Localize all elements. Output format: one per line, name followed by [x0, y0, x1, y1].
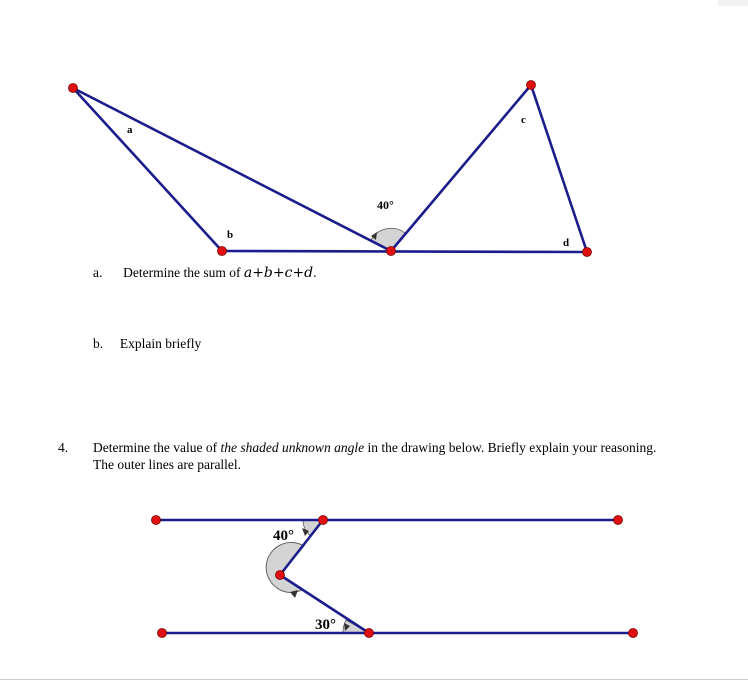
- point-top-right: [614, 516, 623, 525]
- label-top-angle: 40°: [273, 528, 294, 544]
- point-bottom-mid: [365, 629, 374, 638]
- point-bottom-right: [629, 629, 638, 638]
- part-a-marker: a.: [93, 265, 103, 280]
- point-bottom-left: [158, 629, 167, 638]
- question-4-line2: The outer lines are parallel.: [93, 457, 242, 472]
- top-right-corner-mark: [718, 0, 748, 6]
- label-d: d: [563, 237, 570, 249]
- part-b-text: Explain briefly: [119, 336, 202, 351]
- q4-text-after: in the drawing below. Briefly explain your reasoning.: [367, 440, 657, 455]
- point-top-left: [152, 516, 161, 525]
- q4-text-italic: the shaded unknown angle: [220, 440, 365, 455]
- part-b-marker: b.: [93, 336, 104, 351]
- point-vertex: [276, 571, 285, 580]
- label-angle-40: 40°: [377, 198, 394, 212]
- part-a-end: .: [313, 265, 317, 280]
- question-4-number: 4.: [58, 440, 69, 455]
- label-c: c: [521, 114, 526, 126]
- point-top-mid: [319, 516, 328, 525]
- part-a-expression: a+b+c+d: [243, 265, 314, 281]
- label-b: b: [227, 229, 234, 241]
- q4-text-before: Determine the value of: [93, 440, 218, 455]
- label-bottom-angle: 30°: [315, 617, 336, 633]
- label-a: a: [127, 124, 133, 136]
- page-bottom-divider: [0, 679, 748, 680]
- part-a-text: Determine the sum of: [123, 265, 241, 280]
